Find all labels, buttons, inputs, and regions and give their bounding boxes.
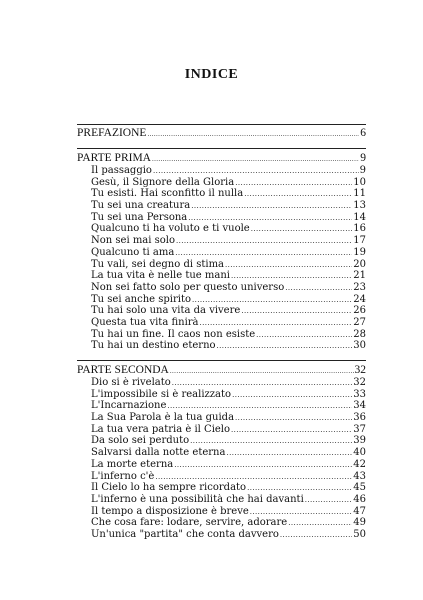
toc-entry[interactable] <box>77 235 366 247</box>
toc-entry[interactable] <box>77 212 366 224</box>
toc-entry-label: La tua vita è nelle tue mani <box>91 270 230 282</box>
toc-entry-label: Tu sei una Persona <box>91 211 188 223</box>
toc-entry-label: Tu hai un fine. Il caos non esiste <box>91 328 256 340</box>
toc-entry[interactable] <box>77 305 366 317</box>
toc-entry-label: Che cosa fare: lodare, servire, adorare <box>91 517 288 529</box>
toc-entry[interactable] <box>77 506 366 518</box>
toc-entry[interactable] <box>77 447 366 459</box>
dot-leader <box>167 401 352 412</box>
dot-leader <box>231 271 352 282</box>
toc-entry-page: 30 <box>353 340 366 352</box>
toc-entry-page: 6 <box>360 127 366 139</box>
dot-leader <box>192 295 352 306</box>
toc-entry[interactable] <box>77 529 366 541</box>
toc-entry[interactable] <box>77 435 366 447</box>
dot-leader <box>175 248 352 259</box>
toc-entry[interactable] <box>77 482 366 494</box>
toc-entry-page: 11 <box>353 188 366 200</box>
toc-entry-label: Tu esisti. Hai sconfitto il nulla <box>91 188 244 200</box>
toc-entry[interactable] <box>77 200 366 212</box>
dot-leader <box>155 472 352 483</box>
toc-entry-page: 21 <box>353 270 366 282</box>
toc-entry-label: Il passaggio <box>91 165 152 176</box>
toc-entry-page: 19 <box>353 246 366 258</box>
toc-entry-label: L'impossibile si è realizzato <box>91 388 232 400</box>
dot-leader <box>200 318 353 329</box>
toc-part-page: 32 <box>354 364 366 376</box>
toc-entry[interactable] <box>77 188 366 200</box>
dot-leader <box>188 213 352 224</box>
toc-entry[interactable] <box>77 177 366 189</box>
toc-entry-page: 39 <box>353 435 366 447</box>
toc-section-part-2 <box>77 360 366 541</box>
dot-leader <box>231 425 352 436</box>
dot-leader <box>244 189 352 200</box>
toc-part-label: PARTE SECONDA <box>77 364 169 376</box>
dot-leader <box>280 530 352 541</box>
toc-entry-page: 10 <box>353 176 366 188</box>
toc-entry-page: 45 <box>353 482 366 494</box>
toc-entry-page: 28 <box>353 328 366 340</box>
toc-section-preface <box>77 124 366 140</box>
page-title: INDICE <box>184 67 239 82</box>
toc-entry[interactable] <box>77 389 366 401</box>
toc-entry[interactable] <box>77 259 366 271</box>
toc-entry[interactable] <box>77 471 366 483</box>
toc-entry-label: L'inferno è una possibilità che hai davanti <box>91 493 304 505</box>
toc-part-page: 9 <box>360 152 366 164</box>
toc-section-part-1 <box>77 148 366 352</box>
dot-leader <box>285 283 352 294</box>
dot-leader <box>305 495 352 506</box>
toc-entry[interactable] <box>77 340 366 352</box>
toc-entry-page: 46 <box>353 493 366 505</box>
dot-leader <box>250 507 353 518</box>
toc-entry-label: Un'unica "partita" che conta davvero <box>91 528 279 540</box>
toc-entry-page: 37 <box>353 423 366 435</box>
toc-entry-label: Non sei fatto solo per questo universo <box>91 281 285 293</box>
dot-leader <box>147 128 359 140</box>
dot-leader <box>190 436 352 447</box>
toc-entry-label: Tu hai un destino eterno <box>91 340 216 352</box>
dot-leader <box>232 390 352 401</box>
toc-entry-label: Gesù, il Signore della Gloria <box>91 176 235 188</box>
toc-entry-label: Tu sei anche spirito <box>91 293 192 305</box>
toc-entry[interactable] <box>77 329 366 341</box>
toc-entry-label: Tu sei una creatura <box>91 200 191 212</box>
toc-entry-label: La tua vera patria è il Cielo <box>91 423 231 435</box>
toc-entry-preface[interactable] <box>77 127 366 140</box>
dot-leader <box>153 166 359 177</box>
dot-leader <box>170 365 354 377</box>
dot-leader <box>235 178 352 189</box>
toc-entry-page: 27 <box>353 316 366 328</box>
toc-entry[interactable] <box>77 282 366 294</box>
toc-entry-label: PREFAZIONE <box>77 127 147 139</box>
toc-entry[interactable] <box>77 494 366 506</box>
toc-entry-page: 42 <box>353 458 366 470</box>
toc-part-heading[interactable] <box>77 152 366 165</box>
dot-leader <box>174 460 352 471</box>
toc-entry-page: 32 <box>353 377 366 388</box>
dot-leader <box>241 306 352 317</box>
toc-entry-label: Dio si è rivelato <box>91 377 171 388</box>
toc-entry-page: 9 <box>359 165 366 176</box>
toc-part-heading[interactable] <box>77 364 366 377</box>
toc-entry-label: L'inferno c'è <box>91 470 155 482</box>
toc-entry[interactable] <box>77 377 366 389</box>
toc-entry[interactable] <box>77 294 366 306</box>
toc-entry[interactable] <box>77 424 366 436</box>
toc-entry[interactable] <box>77 165 366 177</box>
toc-entry-page: 26 <box>353 305 366 317</box>
toc-entry-page: 47 <box>353 505 366 517</box>
dot-leader <box>226 448 352 459</box>
toc-entry-label: La morte eterna <box>91 458 174 470</box>
toc-entry[interactable] <box>77 412 366 424</box>
toc-entry[interactable] <box>77 459 366 471</box>
toc-entry[interactable] <box>77 517 366 529</box>
dot-leader <box>172 378 353 389</box>
toc-entry[interactable] <box>77 223 366 235</box>
dot-leader <box>235 413 352 424</box>
toc-entry-page: 43 <box>353 470 366 482</box>
toc-entry-page: 17 <box>353 235 366 247</box>
dot-leader <box>288 518 352 529</box>
toc-entry-page: 13 <box>353 200 366 212</box>
toc-entry-label: Tu vali, sei degno di stima <box>91 258 225 270</box>
toc-entry-label: Da solo sei perduto <box>91 435 190 447</box>
toc-entry-label: Salvarsi dalla notte eterna <box>91 447 226 459</box>
dot-leader <box>217 341 353 352</box>
toc-entry-page: 34 <box>353 400 366 412</box>
dot-leader <box>176 236 352 247</box>
dot-leader <box>251 224 353 235</box>
toc-entry-label: Qualcuno ti ha voluto e ti vuole <box>91 223 250 235</box>
toc-entry-page: 23 <box>353 281 366 293</box>
toc-entry-label: Tu hai solo una vita da vivere <box>91 305 241 317</box>
toc-entry-label: Il tempo a disposizione è breve <box>91 505 249 517</box>
dot-leader <box>247 483 352 494</box>
toc-entry-page: 50 <box>353 528 366 540</box>
toc-entry-label: Il Cielo lo ha sempre ricordato <box>91 482 247 494</box>
dot-leader <box>152 153 359 165</box>
toc-entry-label: L'Incarnazione <box>91 400 167 412</box>
toc-entry-page: 40 <box>353 447 366 459</box>
toc-entry-page: 33 <box>353 388 366 400</box>
toc-entry-label: Non sei mai solo <box>91 235 176 247</box>
toc-entry[interactable] <box>77 270 366 282</box>
toc-entry-page: 16 <box>353 223 366 235</box>
table-of-contents <box>77 124 366 549</box>
dot-leader <box>191 201 352 212</box>
toc-entry[interactable] <box>77 400 366 412</box>
toc-entry[interactable] <box>77 317 366 329</box>
toc-entry-page: 49 <box>353 517 366 529</box>
dot-leader <box>256 330 352 341</box>
toc-entry-page: 36 <box>353 412 366 424</box>
toc-part-label: PARTE PRIMA <box>77 152 151 164</box>
toc-entry-label: La Sua Parola è la tua guida <box>91 412 235 424</box>
toc-entry[interactable] <box>77 247 366 259</box>
toc-entry-label: Qualcuno ti ama <box>91 246 175 258</box>
toc-entry-page: 14 <box>353 211 366 223</box>
toc-entry-page: 24 <box>353 293 366 305</box>
toc-entry-page: 20 <box>353 258 366 270</box>
dot-leader <box>225 260 352 271</box>
toc-entry-label: Questa tua vita finirà <box>91 316 199 328</box>
